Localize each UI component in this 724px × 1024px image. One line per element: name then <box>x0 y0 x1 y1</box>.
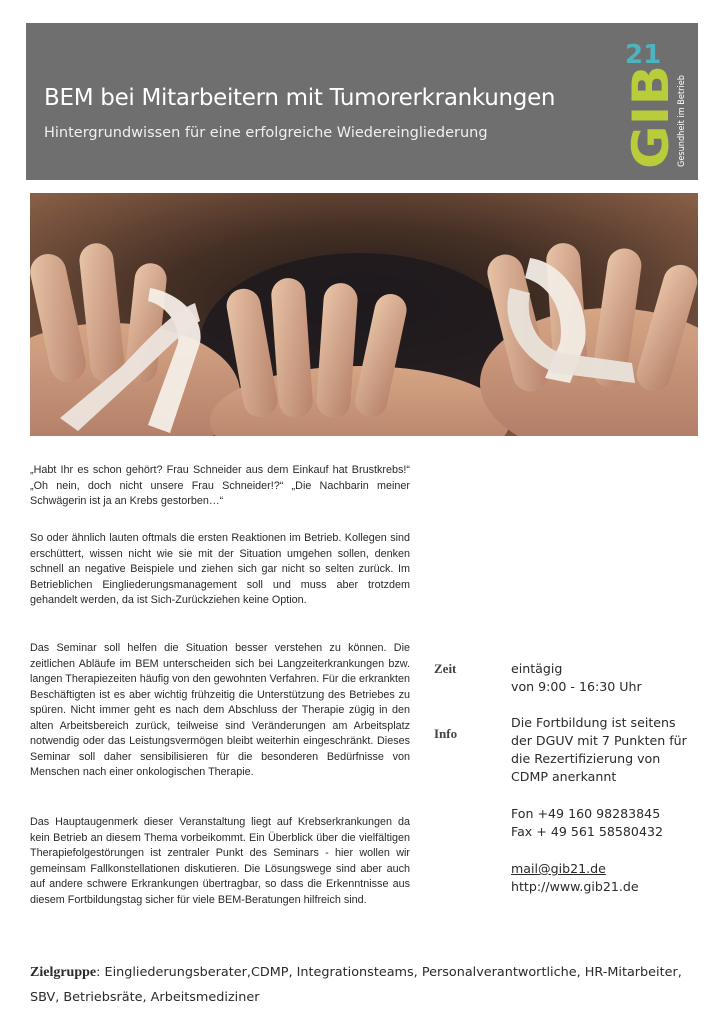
gib21-logo <box>622 33 692 173</box>
info-details <box>511 714 701 786</box>
website-link[interactable]: http://www.gib21.de <box>511 879 639 894</box>
target-group <box>30 960 700 1010</box>
target-group-label: Zielgruppe <box>30 965 97 980</box>
intro-quote-paragraph: „Habt Ihr es schon gehört? Frau Schneider aus dem Einkauf hat Brustkrebs!“ „Oh nein, doch nicht unsere Frau Schneider!?“ „Die Nachbarin meiner Schwägerin ist ja an Krebs gestorben…“ <box>30 464 410 507</box>
logo-letters: GIB <box>622 71 680 169</box>
zeit-label: Zeit <box>434 661 457 676</box>
fax-number: Fax + 49 561 58580432 <box>511 824 663 839</box>
phone-number: Fon +49 160 98283845 <box>511 806 661 821</box>
seminar-purpose-paragraph: Das Seminar soll helfen die Situation besser verstehen zu können. Die zeitlichen Abläufe im BEM unterscheiden sich bei Langzeiterkrankungen bzw. langen Therapiezeiten häufig von den gewohnten Verfahren. Für die erkrankten Beschäftigten ist es aber wichtig frühzeitig die Unterstützung des Betriebes zu spüren. Nicht immer geht es nach dem Abschluss der Therapie zügig in den alten Arbeitsbereich zurück, teilweise sind Veränderungen am Arbeitsplatz notwendig oder das Leistungsvermögen bleibt weiterhin eingeschränkt. Dieses Seminar soll daher sensibilisieren für die besonderen Bedürfnisse von Menschen nach einer onkologischen Therapie. <box>30 642 410 778</box>
zeit-duration: eintägig <box>511 661 563 676</box>
page-title: BEM bei Mitarbeitern mit Tumorerkrankungen <box>44 85 556 111</box>
info-line: CDMP anerkannt <box>511 769 617 784</box>
info-line: die Rezertifizierung von <box>511 751 661 766</box>
info-label: Info <box>434 726 458 741</box>
zeit-hours: von 9:00 - 16:30 Uhr <box>511 679 642 694</box>
logo-number: 21 <box>625 40 662 70</box>
focus-paragraph: Das Hauptaugenmerk dieser Veranstaltung liegt auf Krebserkrankungen da kein Betrieb an diesem Thema vorbeikommt. Ein Überblick über die vielfältigen Therapiefolgestörungen ist zentraler Punkt des Seminars - hier wollen wir gemeinsam Fallkonstellationen diskutieren. Die Lösungswege sind aber auch auf andere schwere Erkrankungen übertragbar, so dass die Erkenntnisse aus diesem Fortbildungstag sicher für viele BEM-Beratungen hilfreich sind. <box>30 816 410 906</box>
contact-online <box>511 860 701 896</box>
page-subtitle: Hintergrundwissen für eine erfolgreiche Wiedereingliederung <box>44 125 488 141</box>
logo-tagline: Gesundheit im Betrieb <box>677 65 687 167</box>
contact-phone <box>511 805 701 841</box>
reaction-paragraph: So oder ähnlich lauten oftmals die ersten Reaktionen im Betrieb. Kollegen sind erschüttert, wissen nicht wie sie mit der Situation umgehen sollen, denken schnell an negative Beispiele und ziehen sich gar nicht so selten zurück. Im Betrieblichen Eingliederungsmanagement soll und muss aber trotzdem gehandelt werden, da ist Sich-Zurückziehen keine Option. <box>30 532 410 606</box>
header-banner <box>26 23 698 180</box>
zeit-details <box>511 660 701 696</box>
info-line: Die Fortbildung ist seitens <box>511 715 676 730</box>
info-line: der DGUV mit 7 Punkten für <box>511 733 687 748</box>
hero-photo <box>30 193 698 436</box>
email-link[interactable]: mail@gib21.de <box>511 861 606 876</box>
target-group-text: : Eingliederungsberater,CDMP, Integrationsteams, Personalverantwortliche, HR-Mitarbeiter, SBV, Betriebsräte, Arbeitsmediziner <box>30 965 682 1005</box>
hands-with-ribbons-icon <box>30 193 698 436</box>
